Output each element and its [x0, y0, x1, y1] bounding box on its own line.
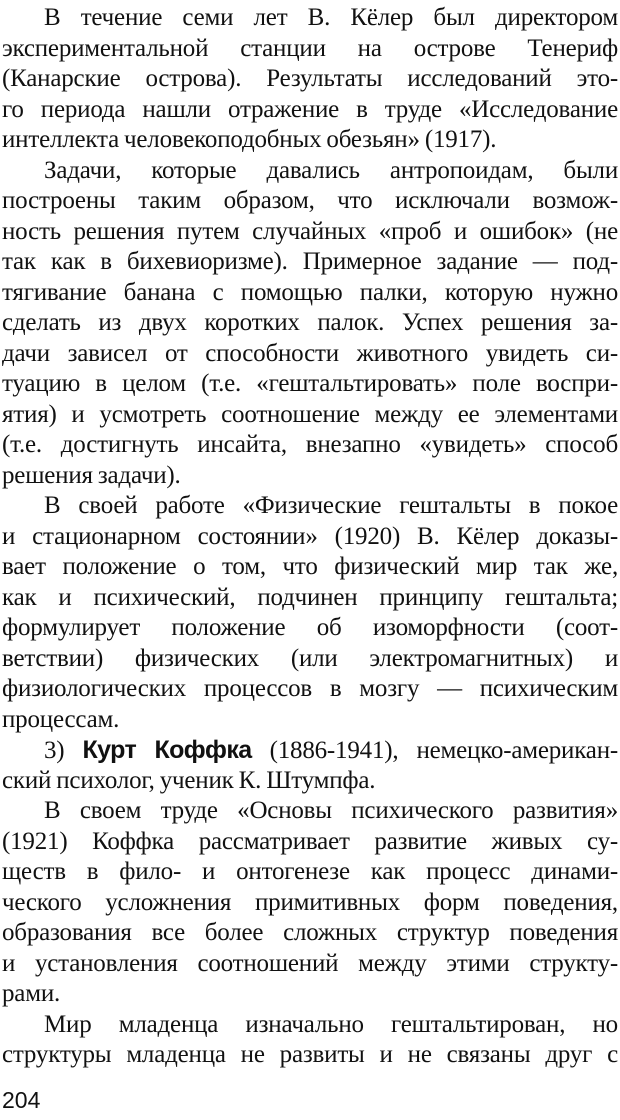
- text-line: формулирует положение об изоморфности (соот-: [2, 614, 618, 641]
- text-line: процессам.: [2, 705, 120, 733]
- text-line: (Канарские острова). Результаты исследований это-: [2, 65, 618, 92]
- text-line: ность решения путем случайных «проб и ошибок» (не: [2, 217, 618, 245]
- text-line: ческого усложнения примитивных форм поведения,: [2, 888, 618, 916]
- text-line: В своей работе «Физические гештальты в покое: [44, 492, 618, 519]
- text-line: сделать из двух коротких палок. Успех решения за-: [2, 309, 618, 336]
- text-line: интеллекта человекоподобных обезьян» (1917).: [2, 126, 497, 153]
- text-line: вает положение о том, что физический мир так же,: [2, 553, 618, 580]
- text-line: ятия) и усмотреть соотношение между ее элементами: [2, 400, 618, 428]
- text-line: построены таким образом, что исключали возмож-: [2, 187, 618, 214]
- text-line: тягивание банана с помощью палки, которую нужно: [2, 278, 618, 306]
- text-line: экспериментальной станции на острове Тенериф: [2, 34, 618, 62]
- text-line: как и психический, подчинен принципу гештальта;: [2, 583, 618, 611]
- text-line: дачи зависел от способности животного увидеть си-: [2, 339, 618, 367]
- text-line: туацию в целом (т.е. «гештальтировать» поле воспри-: [2, 370, 618, 397]
- text-line: и установления соотношений между этими структу-: [2, 949, 618, 977]
- body-text: [2, 3, 618, 1071]
- person-name-bold: Курт Коффка: [82, 736, 252, 764]
- text-line: Мир младенца изначально гештальтирован, но: [44, 1010, 618, 1038]
- text-line: В своем труде «Основы психического развития»: [44, 797, 618, 824]
- text-line: так как в бихевиоризме). Примерное задание — под-: [2, 248, 618, 275]
- text-line: Задачи, которые давались антропоидам, были: [44, 156, 618, 184]
- text-line: го периода нашли отражение в труде «Исследование: [2, 95, 618, 123]
- text-line: рами.: [2, 980, 61, 1007]
- text-line: структуры младенца не развиты и не связаны друг с: [2, 1041, 618, 1068]
- text-line-with-bold-name: 3) Курт Коффка (1886-1941), немецко-американ-: [44, 736, 618, 764]
- text-line: решения задачи).: [2, 461, 181, 489]
- page-number: 204: [2, 1087, 41, 1113]
- text-line: (т.е. достигнуть инсайта, внезапно «увидеть» способ: [2, 431, 618, 458]
- text-line: физиологических процессов в мозгу — психическим: [2, 675, 618, 702]
- text-line: ветствии) физических (или электромагнитных) и: [2, 644, 618, 672]
- text-line: (1921) Коффка рассматривает развитие живых су-: [2, 827, 618, 855]
- text-line: ский психолог, ученик К. Штумпфа.: [2, 766, 376, 794]
- text-line: образования все более сложных структур поведения: [2, 919, 618, 946]
- text-line: ществ в фило- и онтогенезе как процесс динами-: [2, 858, 618, 885]
- text-line: В течение семи лет В. Кёлер был директором: [44, 4, 618, 31]
- text-line: и стационарном состоянии» (1920) В. Кёлер доказы-: [2, 522, 618, 550]
